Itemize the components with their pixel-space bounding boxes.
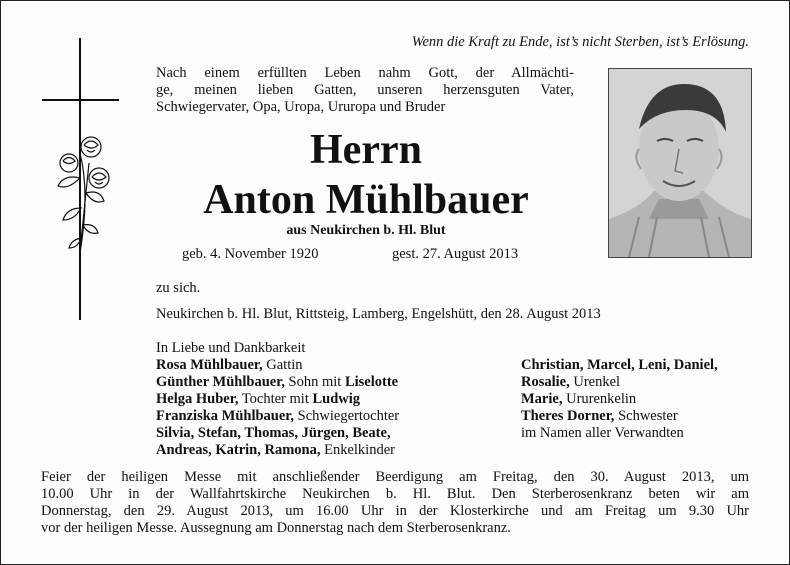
cross-horizontal-beam <box>42 99 119 101</box>
mourner-entry <box>521 408 718 425</box>
mourner-entry <box>156 408 399 425</box>
service-line: vor der heiligen Messe. Aussegnung am Donnerstag nach dem Sterberosenkranz. <box>41 520 511 536</box>
service-line: 10.00 Uhr in der Wallfahrtskirche Neukirchen b. Hl. Blut. Den Sterberosenkranz beten wir am <box>41 486 749 502</box>
service-line: Feier der heiligen Messe mit anschließender Beerdigung am Freitag, den 30. August 2013, um <box>41 469 749 485</box>
mourner-entry <box>156 374 399 391</box>
mourner-role: Sohn mit <box>284 374 345 390</box>
salutation: Herrn <box>310 127 422 173</box>
place-and-date: Neukirchen b. Hl. Blut, Rittsteig, Lamberg, Engelshütt, den 28. August 2013 <box>156 306 601 322</box>
mourner-name: Silvia, Stefan, Thomas, Jürgen, Beate, <box>156 425 391 441</box>
mourner-role: im Namen aller Verwandten <box>521 425 684 441</box>
deceased-portrait <box>608 68 752 258</box>
motto: Wenn die Kraft zu Ende, ist’s nicht Sterben, ist’s Erlösung. <box>411 34 749 50</box>
intro-line: Nach einem erfüllten Leben nahm Gott, der Allmächti- <box>156 65 574 81</box>
mourner-role: Schwiegertochter <box>294 408 400 424</box>
mourner-entry <box>521 374 718 391</box>
mourner-name: Franziska Mühlbauer, <box>156 408 295 424</box>
mourner-name: Rosa Mühlbauer, <box>156 357 263 373</box>
mourner-role: Enkelkinder <box>320 442 395 458</box>
mourners-intro: In Liebe und Dankbarkeit <box>156 340 306 356</box>
service-details <box>41 469 749 537</box>
mourner-role: Tochter mit <box>238 391 313 407</box>
mourner-role: Urenkel <box>569 374 621 390</box>
mourner-name: Andreas, Katrin, Ramona, <box>156 442 321 458</box>
mourner-name: Günther Mühlbauer, <box>156 374 285 390</box>
mourner-partner: Liselotte <box>344 374 399 390</box>
hometown: aus Neukirchen b. Hl. Blut <box>286 223 446 238</box>
mourner-role: Gattin <box>262 357 303 373</box>
deceased-name: Anton Mühlbauer <box>203 177 529 223</box>
mourner-role: Ururenkelin <box>562 391 637 407</box>
mourner-entry <box>156 391 399 408</box>
intro-text <box>156 65 574 116</box>
mourners-left-column <box>156 340 399 459</box>
mourner-partner: Ludwig <box>312 391 361 407</box>
mourner-name: Christian, Marcel, Leni, Daniel, <box>521 357 718 373</box>
mourner-name: Theres Dorner, <box>521 408 615 424</box>
birth-date: geb. 4. November 1920 <box>182 246 319 262</box>
mourner-entry <box>521 391 718 408</box>
mourner-name: Marie, <box>521 391 563 407</box>
service-line: Donnerstag, den 29. August 2013, um 16.00 Uhr in der Klosterkirche und am Freitag um 9.30 Uhr <box>41 503 749 519</box>
roses-icon <box>53 133 123 258</box>
mourner-role: Schwester <box>614 408 678 424</box>
mourner-entry <box>521 425 718 442</box>
intro-line: Schwiegervater, Opa, Uropa, Ururopa und Bruder <box>156 99 446 115</box>
mourner-name: Helga Huber, <box>156 391 239 407</box>
mourners-right-column <box>521 357 718 442</box>
mourner-entry <box>156 357 399 374</box>
mourner-entry <box>156 442 399 459</box>
intro-line: ge, meinen lieben Gatten, unseren herzensguten Vater, <box>156 82 574 98</box>
mourner-entry <box>521 357 718 374</box>
mourner-entry <box>156 425 399 442</box>
mourner-name: Rosalie, <box>521 374 570 390</box>
closing-phrase: zu sich. <box>156 280 201 296</box>
death-date: gest. 27. August 2013 <box>392 246 519 262</box>
